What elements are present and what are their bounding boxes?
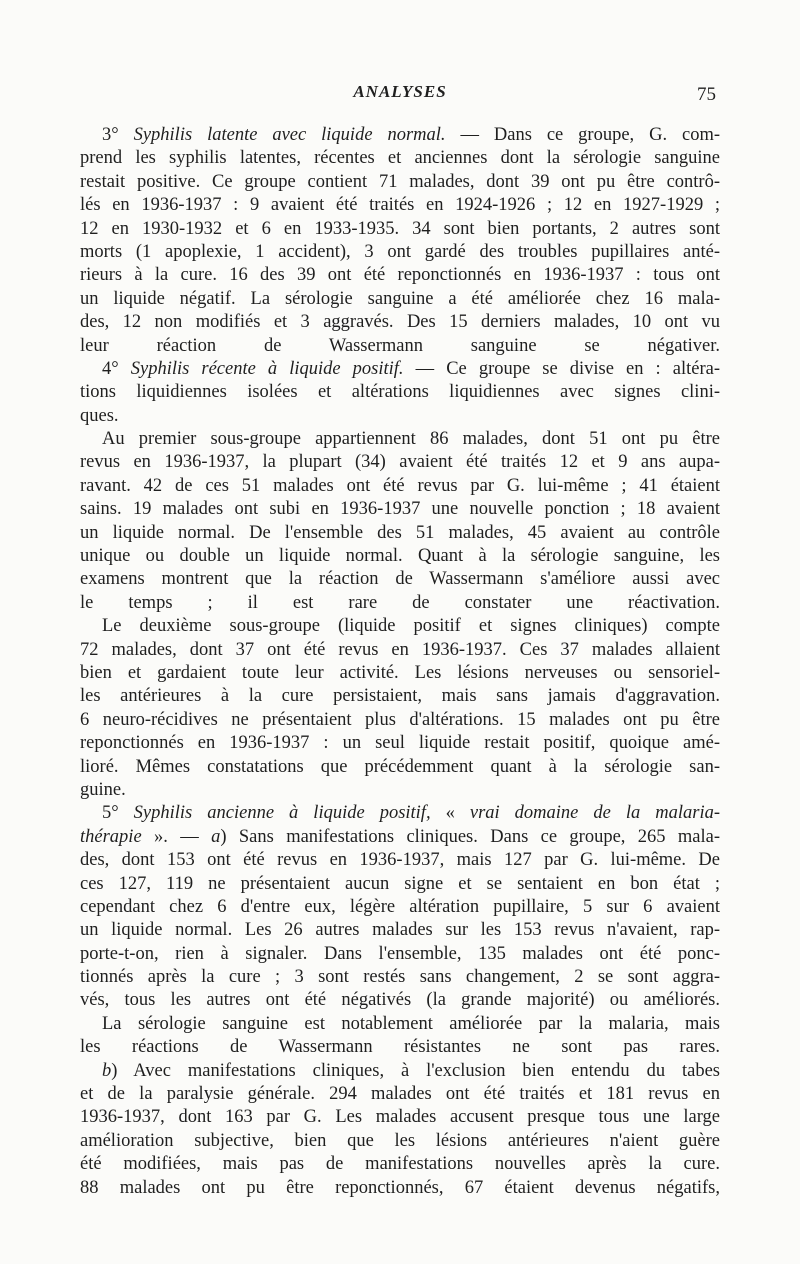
text-run: reponctionnés en 1936-1937 : un seul liquide restait positif, quoique amé- xyxy=(80,733,720,754)
text-line xyxy=(80,989,720,1012)
italic-text: a xyxy=(211,826,221,847)
text-run: 1936-1937, dont 163 par G. Les malades accusent presque tous une large xyxy=(80,1107,720,1128)
text-run: rieurs à la cure. 16 des 39 ont été reponctionnés en 1936-1937 : tous ont xyxy=(80,265,720,286)
text-line xyxy=(80,358,720,381)
text-line xyxy=(80,405,720,428)
text-run: — Dans ce groupe, G. com- xyxy=(445,125,720,145)
text-run: La sérologie sanguine est notablement améliorée par la malaria, mais xyxy=(102,1013,720,1034)
text-run: examens montrent que la réaction de Wassermann s'améliore aussi avec xyxy=(80,569,720,590)
text-line xyxy=(80,685,720,708)
text-run: porte-t-on, rien à signaler. Dans l'ensemble, 135 malades ont été ponc- xyxy=(80,943,720,964)
text-line xyxy=(80,1177,720,1200)
text-line xyxy=(80,802,720,825)
text-line xyxy=(80,919,720,942)
text-line xyxy=(80,943,720,966)
italic-text: b xyxy=(102,1060,112,1081)
text-run: tionnés après la cure ; 3 sont restés sans changement, 2 se sont aggra- xyxy=(80,967,720,988)
text-run: un liquide normal. Les 26 autres malades sur les 153 revus n'avaient, rap- xyxy=(80,920,720,941)
italic-text: Syphilis latente avec liquide normal. xyxy=(133,125,446,145)
text-run: cependant chez 6 d'entre eux, légère altération pupillaire, 5 sur 6 avaient xyxy=(80,896,720,917)
text-run: ques. xyxy=(80,405,119,426)
text-run: prend les syphilis latentes, récentes et anciennes dont la sérologie sanguine xyxy=(80,148,720,169)
italic-text: Syphilis récente à liquide positif. xyxy=(130,358,404,379)
text-run: bien et gardaient toute leur activité. Les lésions nerveuses ou sensoriel- xyxy=(80,662,720,683)
text-line xyxy=(80,475,720,498)
text-run: 88 malades ont pu être reponctionnés, 67 étaient devenus négatifs, xyxy=(80,1177,720,1198)
text-run: ces 127, 119 ne présentaient aucun signe et se sentaient en bon état ; xyxy=(80,873,720,894)
text-run: et de la paralysie générale. 294 malades ont été traités et 181 revus en xyxy=(80,1084,720,1105)
text-run: 3° xyxy=(102,125,134,145)
italic-text: Syphilis ancienne à liquide positif, xyxy=(133,803,431,824)
text-run: sains. 19 malades ont subi en 1936-1937 une nouvelle ponction ; 18 avaient xyxy=(80,499,720,520)
text-run: vés, tous les autres ont été négativés (la grande majorité) ou améliorés. xyxy=(80,990,720,1011)
text-line xyxy=(80,241,720,264)
text-run: ». — xyxy=(141,826,212,847)
text-run: des, 12 non modifiés et 3 aggravés. Des 15 derniers malades, 10 ont vu xyxy=(80,312,720,333)
text-line xyxy=(80,779,720,802)
text-line xyxy=(80,732,720,755)
text-run: lioré. Mêmes constatations que précédemment quant à la sérologie san- xyxy=(80,756,720,777)
text-line xyxy=(80,873,720,896)
text-line xyxy=(80,1013,720,1036)
text-line xyxy=(80,264,720,287)
text-line xyxy=(80,545,720,568)
text-line xyxy=(80,451,720,474)
text-run: les antérieures à la cure persistaient, mais sans jamais d'aggravation. xyxy=(80,686,720,707)
italic-text: vrai domaine de la malaria- xyxy=(469,803,720,824)
text-run: leur réaction de Wassermann sanguine se négativer. xyxy=(80,335,720,356)
text-line xyxy=(80,218,720,241)
text-line xyxy=(80,568,720,591)
text-line xyxy=(80,756,720,779)
body-text xyxy=(80,124,720,1200)
text-line xyxy=(80,849,720,872)
text-line xyxy=(80,124,720,147)
text-run: — Ce groupe se divise en : altéra- xyxy=(403,358,720,379)
running-header xyxy=(80,82,720,106)
text-run: amélioration subjective, bien que les lésions antérieures n'aient guère xyxy=(80,1130,720,1151)
text-run: ) Avec manifestations cliniques, à l'exclusion bien entendu du tabes xyxy=(111,1060,720,1081)
italic-text: thérapie xyxy=(80,826,142,847)
text-line xyxy=(80,288,720,311)
text-line xyxy=(80,639,720,662)
text-run: Le deuxième sous-groupe (liquide positif et signes cliniques) compte xyxy=(102,616,720,637)
text-run: les réactions de Wassermann résistantes ne sont pas rares. xyxy=(80,1037,720,1058)
text-run: été modifiées, mais pas de manifestations nouvelles après la cure. xyxy=(80,1154,720,1175)
text-line xyxy=(80,1083,720,1106)
text-run: 72 malades, dont 37 ont été revus en 1936-1937. Ces 37 malades allaient xyxy=(80,639,720,660)
text-run: lés en 1936-1937 : 9 avaient été traités en 1924-1926 ; 12 en 1927-1929 ; xyxy=(80,195,720,216)
text-line xyxy=(80,498,720,521)
text-run: un liquide négatif. La sérologie sanguine a été améliorée chez 16 mala- xyxy=(80,288,720,309)
text-run: 6 neuro-récidives ne présentaient plus d'altérations. 15 malades ont pu être xyxy=(80,709,720,730)
text-run: un liquide normal. De l'ensemble des 51 malades, 45 avaient au contrôle xyxy=(80,522,720,543)
text-line xyxy=(80,1130,720,1153)
text-run: restait positive. Ce groupe contient 71 malades, dont 39 ont pu être contrô- xyxy=(80,171,720,192)
text-line xyxy=(80,826,720,849)
text-line xyxy=(80,428,720,451)
text-run: 12 en 1930-1932 et 6 en 1933-1935. 34 sont bien portants, 2 autres sont xyxy=(80,218,720,239)
text-run: guine. xyxy=(80,779,126,800)
text-line xyxy=(80,171,720,194)
text-run: morts (1 apoplexie, 1 accident), 3 ont gardé des troubles pupillaires anté- xyxy=(80,241,720,262)
text-line xyxy=(80,147,720,170)
text-run: le temps ; il est rare de constater une réactivation. xyxy=(80,592,720,613)
text-run: « xyxy=(430,803,470,824)
text-line xyxy=(80,522,720,545)
text-line xyxy=(80,709,720,732)
text-line xyxy=(80,592,720,615)
text-run: Au premier sous-groupe appartiennent 86 malades, dont 51 ont pu être xyxy=(102,429,720,450)
text-run: ) Sans manifestations cliniques. Dans ce groupe, 265 mala- xyxy=(220,826,720,847)
text-line xyxy=(80,335,720,358)
text-line xyxy=(80,311,720,334)
text-run: 5° xyxy=(102,803,134,824)
text-line xyxy=(80,1153,720,1176)
text-run: revus en 1936-1937, la plupart (34) avaient été traités 12 et 9 ans aupa- xyxy=(80,452,720,473)
text-run: unique ou double un liquide normal. Quant à la sérologie sanguine, les xyxy=(80,546,720,567)
text-run: ravant. 42 de ces 51 malades ont été revus par G. lui-même ; 41 étaient xyxy=(80,475,720,496)
text-line xyxy=(80,194,720,217)
text-line xyxy=(80,1060,720,1083)
text-line xyxy=(80,1036,720,1059)
text-line xyxy=(80,615,720,638)
text-line xyxy=(80,896,720,919)
text-line xyxy=(80,966,720,989)
page-number: 75 xyxy=(697,84,716,105)
running-title: ANALYSES xyxy=(353,82,447,101)
text-run: tions liquidiennes isolées et altérations liquidiennes avec signes clini- xyxy=(80,382,720,403)
text-line xyxy=(80,381,720,404)
text-line xyxy=(80,662,720,685)
text-run: des, dont 153 ont été revus en 1936-1937, mais 127 par G. lui-même. De xyxy=(80,850,720,871)
text-run: 4° xyxy=(102,358,131,379)
text-line xyxy=(80,1106,720,1129)
